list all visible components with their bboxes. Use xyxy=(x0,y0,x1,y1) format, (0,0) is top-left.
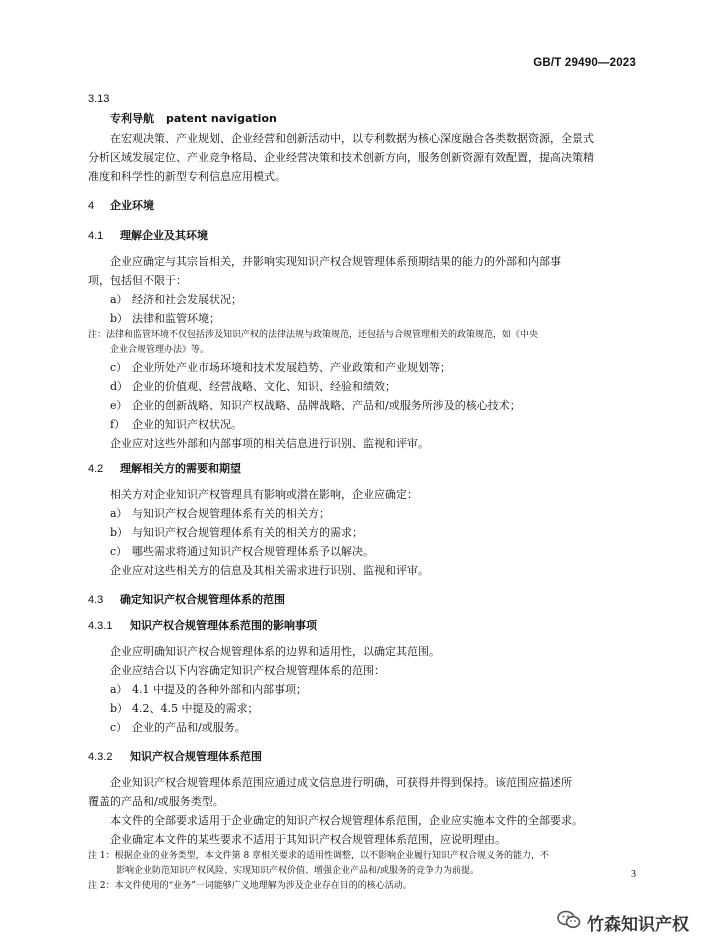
term-definition-line: 分析区域发展定位、产业竞争格局、企业经营决策和技术创新方向，服务创新资源有效配置，提高决策精 xyxy=(88,151,594,164)
list-label: a） xyxy=(110,293,128,306)
paragraph-line: 本文件的全部要求适用于企业确定的知识产权合规管理体系范围，企业应实施本文件的全部要求。 xyxy=(110,814,583,827)
paragraph-line: 企业应确定与其宗旨相关，并影响实现知识产权合规管理体系预期结果的能力的外部和内部事 xyxy=(110,255,561,268)
paragraph-line: 项，包括但不限于： xyxy=(88,274,187,287)
list-item xyxy=(88,290,644,309)
section-heading-4-3 xyxy=(88,590,644,610)
list-label: c） xyxy=(110,361,128,374)
list-text: 哪些需求将通过知识产权合规管理体系予以解决。 xyxy=(132,545,374,558)
list-text: 企业所处产业市场环境和技术发展趋势、产业政策和产业规划等； xyxy=(132,361,451,374)
section-title: 理解相关方的需要和期望 xyxy=(120,462,241,475)
list-text: 企业的价值观、经营战略、文化、知识、经验和绩效； xyxy=(132,380,396,393)
list-label: f） xyxy=(110,418,126,431)
list-label: a） xyxy=(110,683,128,696)
watermark xyxy=(557,910,689,935)
list-text: 与知识产权合规管理体系有关的相关方的需求； xyxy=(132,526,363,539)
list-item xyxy=(88,718,644,737)
list-text: 经济和社会发展状况； xyxy=(132,293,242,306)
paragraph-line: 覆盖的产品和/或服务类型。 xyxy=(88,795,224,808)
paragraph-line: 企业确定本文件的某些要求不适用于其知识产权合规管理体系范围，应说明理由。 xyxy=(110,833,506,846)
paragraph-line: 企业应结合以下内容确定知识产权合规管理体系的范围： xyxy=(110,664,385,677)
list-label: c） xyxy=(110,545,128,558)
paragraph-line: 企业应明确知识产权合规管理体系的边界和适用性，以确定其范围。 xyxy=(110,645,440,658)
wechat-icon xyxy=(557,910,587,935)
term-definition-line: 在宏观决策、产业规划、企业经营和创新活动中，以专利数据为核心深度融合各类数据资源，全景式 xyxy=(110,132,594,145)
section-title: 企业环境 xyxy=(110,199,154,212)
section-number: 4.3.1 xyxy=(88,620,113,632)
list-label: b） xyxy=(110,526,129,539)
section-number: 4.2 xyxy=(88,463,104,475)
list-item xyxy=(88,504,644,523)
paragraph-line: 企业知识产权合规管理体系范围应通过成文信息进行明确，可获得并得到保持。该范围应描述所 xyxy=(110,776,572,789)
list-item xyxy=(88,699,644,718)
term-heading xyxy=(110,109,644,129)
list-label: d） xyxy=(110,380,129,393)
list-item xyxy=(88,415,644,434)
note-block xyxy=(88,849,644,894)
list-item xyxy=(88,358,644,377)
section-title: 知识产权合规管理体系范围 xyxy=(130,750,262,763)
clause-number-3-13: 3.13 xyxy=(88,93,110,105)
list-text: 企业的产品和/或服务。 xyxy=(132,721,246,734)
standard-number: GB/T 29490—2023 xyxy=(533,57,636,69)
section-heading-4-3-1 xyxy=(88,616,644,636)
term-english: patent navigation xyxy=(166,112,277,125)
section-heading-4-3-2 xyxy=(88,747,644,767)
paragraph-line: 企业应对这些相关方的信息及其相关需求进行识别、监视和评审。 xyxy=(110,564,429,577)
section-number: 4.1 xyxy=(88,230,104,242)
paragraph-line: 企业应对这些外部和内部事项的相关信息进行识别、监视和评审。 xyxy=(110,437,429,450)
list-text: 4.2、4.5 中提及的需求； xyxy=(132,702,259,715)
list-label: c） xyxy=(110,721,128,734)
list-item xyxy=(88,377,644,396)
section-title: 确定知识产权合规管理体系的范围 xyxy=(120,593,285,606)
list-label: b） xyxy=(110,702,129,715)
section-title: 理解企业及其环境 xyxy=(120,229,208,242)
term-chinese: 专利导航 xyxy=(110,112,154,125)
list-text: 企业的创新战略、知识产权战略、品牌战略、产品和/或服务所涉及的核心技术； xyxy=(132,399,521,412)
section-number: 4.3 xyxy=(88,594,104,606)
note-line: 注 2：本文件使用的“业务”一词能够广义地理解为涉及企业存在目的的核心活动。 xyxy=(88,881,412,891)
list-text: 法律和监管环境； xyxy=(132,312,220,325)
note-line: 注：法律和监管环境不仅包括涉及知识产权的法律法规与政策规范，还包括与合规管理相关的政策规范，如《中央 xyxy=(88,330,539,340)
term-definition-line: 准度和科学性的新型专利信息应用模式。 xyxy=(88,170,286,183)
list-label: b） xyxy=(110,312,129,325)
note-block xyxy=(88,328,644,358)
list-item xyxy=(88,523,644,542)
list-label: a） xyxy=(110,507,128,520)
list-label: e） xyxy=(110,399,128,412)
section-heading-4-1 xyxy=(88,226,644,246)
list-item xyxy=(88,396,644,415)
section-heading-4 xyxy=(88,196,644,216)
list-item xyxy=(88,542,644,561)
section-heading-4-2 xyxy=(88,459,644,479)
section-number: 4.3.2 xyxy=(88,751,113,763)
list-text: 企业的知识产权状况。 xyxy=(132,418,242,431)
note-line: 影响企业防范知识产权风险、实现知识产权价值、增强企业产品和/或服务的竞争力为前提。 xyxy=(116,866,480,876)
note-line: 企业合规管理办法》等。 xyxy=(110,345,210,355)
paragraph-line: 相关方对企业知识产权管理具有影响或潜在影响，企业应确定： xyxy=(110,488,418,501)
list-item xyxy=(88,680,644,699)
list-item xyxy=(88,309,644,328)
watermark-text: 竹森知识产权 xyxy=(587,915,689,935)
page-number: 3 xyxy=(631,869,636,880)
note-line: 注 1：根据企业的业务类型，本文件第 8 章相关要求的适用性调整，以不影响企业履行知识产权合规义务的能力，不 xyxy=(88,851,550,861)
section-number: 4 xyxy=(88,200,95,212)
list-text: 与知识产权合规管理体系有关的相关方； xyxy=(132,507,330,520)
page-content xyxy=(88,90,644,894)
section-title: 知识产权合规管理体系范围的影响事项 xyxy=(130,619,317,632)
list-text: 4.1 中提及的各种外部和内部事项； xyxy=(132,683,307,696)
